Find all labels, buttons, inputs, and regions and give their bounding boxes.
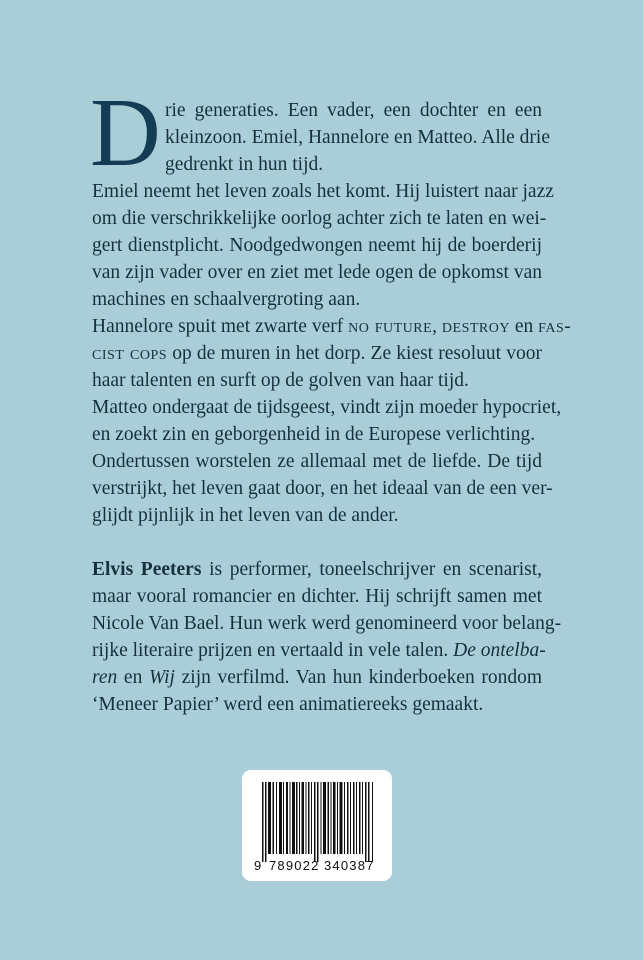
bio-line xyxy=(92,556,542,583)
blurb-line: haar talenten en surft op de golven van haar tijd. xyxy=(92,370,469,391)
isbn-left-group: 789022 xyxy=(269,858,320,873)
bio-text: zijn verfilmd. Van hun kinderboeken rondom xyxy=(181,667,543,688)
bio-line xyxy=(92,664,542,691)
book-title-de-ontelbaren-cont: ren xyxy=(92,667,118,688)
blurb-line: machines en schaalvergroting aan. xyxy=(92,289,361,310)
blurb-line-slogans-cont xyxy=(92,340,542,367)
slogan-destroy: destroy xyxy=(441,316,510,337)
author-name: Elvis Peeters xyxy=(92,559,202,580)
bio-line xyxy=(92,637,546,664)
blurb-line: gedrenkt in hun tijd. xyxy=(165,154,324,175)
blurb-line-slogans xyxy=(92,313,572,340)
blurb-line: om die verschrikkelijke oorlog achter zich te laten en wei- xyxy=(92,208,547,229)
blurb-line: en zoekt zin en geborgenheid in de Europese verlichting. xyxy=(92,424,536,445)
blurb-line: gert dienstplicht. Noodgedwongen neemt hij de boerderij xyxy=(92,235,542,256)
blurb-text: op de muren in het dorp. Ze kiest resoluut voor xyxy=(172,343,543,364)
book-title-de-ontelbaren: De ontelba- xyxy=(453,640,546,661)
blurb-line: verstrijkt, het leven gaat door, en het ideaal van de een ver- xyxy=(92,478,553,499)
blurb-text: Hannelore spuit met zwarte verf xyxy=(92,316,344,337)
slogan-no-future: no future xyxy=(348,316,433,337)
isbn-right-group: 340387 xyxy=(324,858,375,873)
blurb-line: Ondertussen worstelen ze allemaal met de liefde. De tijd xyxy=(92,451,542,472)
slogan-fascist-part1: fas- xyxy=(538,316,572,337)
blurb-line: Matteo ondergaat de tijdsgeest, vindt zijn moeder hypocriet, xyxy=(92,397,562,418)
slogan-fascist-part2: cist cops xyxy=(92,343,168,364)
blurb-line: Emiel neemt het leven zoals het komt. Hij luistert naar jazz xyxy=(92,181,554,202)
slogan-comma: , xyxy=(432,316,438,337)
blurb-line: rie generaties. Een vader, een dochter en een xyxy=(165,100,542,121)
isbn-prefix-digit: 9 xyxy=(254,858,263,873)
book-title-wij: Wij xyxy=(148,667,175,688)
isbn-barcode xyxy=(242,770,392,881)
isbn-digits xyxy=(242,858,392,874)
blurb-line: glijdt pijnlijk in het leven van de ander. xyxy=(92,505,399,526)
bio-text: is performer, toneelschrijver en scenarist, xyxy=(209,559,543,580)
bio-text: rijke literaire prijzen en vertaald in vele talen. xyxy=(92,640,449,661)
bio-line: ‘Meneer Papier’ werd een animatiereeks gemaakt. xyxy=(92,694,484,715)
bio-text: en xyxy=(123,667,143,688)
slogan-en: en xyxy=(514,316,534,337)
bio-line: Nicole Van Bael. Hun werk werd genomineerd voor belang- xyxy=(92,613,562,634)
drop-cap: D xyxy=(90,79,161,187)
blurb-line: kleinzoon. Emiel, Hannelore en Matteo. Alle drie xyxy=(165,127,551,148)
blurb-line: van zijn vader over en ziet met lede ogen de opkomst van xyxy=(92,262,542,283)
bio-line: maar vooral romancier en dichter. Hij schrijft samen met xyxy=(92,586,542,607)
